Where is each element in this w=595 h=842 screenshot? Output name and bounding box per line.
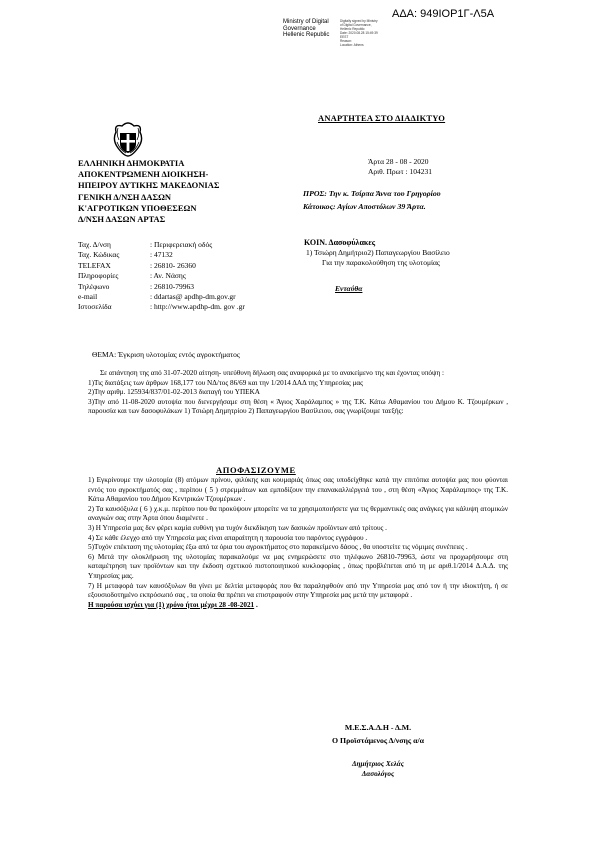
contact-row [78, 261, 245, 271]
contact-row [78, 250, 245, 260]
signature-detail-line: Digitally signed by Ministry [340, 19, 378, 23]
document-body [88, 369, 508, 417]
signer-title: Δασολόγος [361, 770, 395, 778]
contact-label: TELEFAX [78, 260, 111, 270]
contact-value: : 47132 [150, 250, 173, 260]
contact-row [78, 271, 245, 281]
signature-block [318, 721, 438, 779]
decision-heading: ΑΠΟΦΑΣΙΖΟΥΜΕ [216, 465, 296, 475]
decision-item: 3) Η Υπηρεσία μας δεν φέρει καμία ευθύνη για τυχόν διεκδίκηση των δασικών προϊόντων από τρίτους . [88, 523, 387, 532]
decision-item: 5)Τυχόν επέκταση της υλοτομίας έξω από τα όρια του αγροκτήματος στο παρακείμενο δάσος , θα υποστείτε τις νόμιμες συνέπειες . [88, 543, 468, 552]
contact-label: e-mail [78, 292, 98, 302]
signature-detail-line: EEST [340, 35, 349, 39]
cc-purpose: Για την παρακολούθηση της υλοτομίας [322, 257, 440, 267]
signature-detail-line: Reason: [340, 39, 352, 43]
cc-block [304, 238, 450, 267]
header-line: ΑΠΟΚΕΝΤΡΩΜΕΝΗ ΔΙΟΙΚΗΣΗ- [78, 169, 209, 180]
header-line: ΓΕΝΙΚΗ Δ/ΝΣΗ ΔΑΣΩΝ [78, 191, 172, 202]
ministry-line: Governance [283, 25, 316, 32]
decision-items [88, 476, 508, 610]
ministry-signature [283, 19, 329, 39]
signature-detail-line: of Digital Governance, [340, 23, 372, 27]
ministry-line: Hellenic Republic [283, 32, 330, 39]
contact-row [78, 240, 245, 250]
validity-date: 28 -08-2021 [218, 600, 255, 609]
document-date: Άρτα 28 - 08 - 2020 [368, 157, 429, 166]
validity-line [88, 601, 508, 611]
decision-item: 2) Τα καυσόξυλα ( 6 ) χ.κ.μ. περίπου που θα προκύψουν μπορείτε να τα χρησιμοποιήσετε για τις θερμαντικές σας ανάγκες για κάλυψη ατομικών αναγκών σας στην Άρτα όπου διαμένετε . [88, 504, 508, 523]
decision-item: 6) Μετά την ολοκλήρωση της υλοτομίας παρακαλούμε να μας ενημερώσετε στο τηλέφωνο 26810-79963, ώστε να προχωρήσουμε στη καταμέτρηση των προϊόντων και την έκδοση σχετικού πιστοποιητικού κυκλοφορίας , όπως προβλέπεται από τη με αριθ.1/2014 Δ.Α.Δ. της Υπηρεσίας μας. [88, 552, 508, 580]
header-line: Δ/ΝΣΗ ΔΑΣΩΝ ΑΡΤΑΣ [78, 214, 166, 225]
contact-label: Ταχ. Δ/νση [78, 240, 111, 249]
contact-row [78, 302, 245, 312]
signature-detail-line: Location: Athens [340, 43, 364, 47]
body-paragraph: 2)Την αριθμ. 125934/837/01-02-2013 διαταγή του ΥΠΕΚΑ [88, 388, 260, 397]
date-protocol [368, 157, 432, 177]
contact-value: : 26810-79963 [150, 281, 194, 291]
email-link[interactable]: : ddartas@ apdhp-dm.gov.gr [150, 292, 236, 302]
signature-detail-line: Date: 2020.08.28 15:49:39 [340, 31, 378, 35]
contact-label: Τηλέφωνο [78, 281, 110, 291]
contact-row [78, 282, 245, 292]
recipient-block [303, 188, 441, 213]
decision-item: 1) Εγκρίνουμε την υλοτομία (8) ατόμων πρίνου, φιλύκης και κουμαριάς όπως σας υποδείχθηκε κατά την επιτόπια αυτοψία μας που φύονται εντός του αγροκτήματός σας , περίπου ( 5 ) στρεμμάτων και εμποδίζουν την επανακαλλιέργειά του , στη θέση «Άγιος Χαράλαμπος» της Τ.Κ. Κάτω Αθαμανίου του Δήμου Κεντρικών Τζουμέρκων . [88, 476, 508, 504]
signer-role: Ο Προϊστάμενος Δ/νσης α/α [331, 736, 424, 745]
contact-label: Ταχ. Κώδικας [78, 250, 120, 260]
contact-value: : 26810- 26360 [150, 260, 196, 270]
contact-value: : Αν. Νάσης [150, 271, 186, 281]
contact-info [78, 240, 245, 313]
validity-suffix: . [254, 600, 258, 609]
cc-recipients: 1) Τσιώρη Δημήτριο2) Παπαγεωργίου Βασίλειο [306, 247, 450, 257]
contact-row [78, 292, 245, 302]
signature-detail-line: Hellenic Republic [340, 27, 365, 31]
web-posting-title: ΑΝΑΡΤΗΤΕΑ ΣΤΟ ΔΙΑΔΙΚΤΥΟ [318, 113, 446, 123]
decision-item: 7) Η μεταφορά των καυσόξυλων θα γίνει με δελτία μεταφοράς που θα παραληφθούν από την Υπηρεσία μας από τον ή την ιδιοκτήτη, ή σε εξουσιοδοτημένο εκπρόσωπό σας , τα οποία θα πρέπει να επιστραφούν στην Υπηρεσία μας μετά την μεταφορά . [88, 581, 508, 600]
ministry-line: Ministry of Digital [283, 19, 329, 25]
ada-code: ΑΔΑ: 949ΙΟΡ1Γ-Λ5Α [392, 8, 495, 20]
signing-organization: Μ.Ε.Σ.Α.Δ.Η - Δ.Μ. [344, 723, 412, 732]
greek-emblem-icon [110, 120, 146, 158]
entautha-label: Ενταύθα [335, 284, 363, 293]
recipient-address: Κάτοικος: Αγίων Αποστόλων 39 Άρτα. [303, 201, 426, 211]
contact-value: : Περιφερειακή οδός [150, 240, 213, 249]
body-paragraph: Σε απάντηση της από 31-07-2020 αίτηση- υπεύθυνη δήλωση σας αναφορικά με το ανακείμενο της και έχοντας υπόψη : [100, 369, 445, 377]
contact-label: Ιστοσελίδα [78, 302, 112, 312]
header-line: ΕΛΛΗΝΙΚΗ ΔΗΜΟΚΡΑΤΙΑ [78, 158, 185, 168]
signer-name: Δημήτριος Χελάς [352, 760, 404, 768]
body-paragraph: 1)Τις διατάξεις των άρθρων 168,177 του ΝΔ/τος 86/69 και την 1/2014 ΔΑΔ της Υπηρεσίας μας [88, 378, 364, 387]
authority-header [78, 158, 219, 225]
contact-label: Πληροφορίες [78, 271, 119, 281]
digital-signature-details [340, 19, 378, 47]
decision-item: 4) Σε κάθε έλεγχο από την Υπηρεσία μας είναι απαραίτητη η παρουσία του παρόντος εγγράφου . [88, 533, 368, 542]
website-link[interactable]: : http://www.apdhp-dm. gov .gr [150, 302, 245, 312]
header-line: ΗΠΕΙΡΟΥ ΔΥΤΙΚΗΣ ΜΑΚΕΔΟΝΙΑΣ [78, 180, 220, 191]
header-line: Κ'ΑΓΡΟΤΙΚΩΝ ΥΠΟΘΕΣΕΩΝ [78, 202, 197, 213]
validity-text: Η παρούσα ισχύει για (1) χρόνο ήτοι μέχρι [88, 600, 219, 609]
subject-line: ΘΕΜΑ: Έγκριση υλοτομίας εντός αγροκτήματος [92, 350, 240, 359]
protocol-number: Αριθ. Πρωτ : 104231 [368, 167, 432, 176]
cc-title: ΚΟΙΝ. Δασοφύλακες [304, 238, 376, 247]
body-paragraph: 3)Την από 11-08-2020 αυτοψία που διενεργήσαμε στη θέση « Άγιος Χαράλαμπος » της Τ.Κ. Κάτω Αθαμανίου του Δήμου Κ. Τζουμέρκων , παρουσία και των δασοφυλάκων 1) Τσιώρη Δημητρίου 2) Παπαγεωργίου Βασίλειου, σας γνωρίζουμε ταεξής: [88, 397, 508, 416]
recipient-name: ΠΡΟΣ: Την κ. Τσίρπα Άννα του Γρηγορίου [303, 189, 441, 198]
